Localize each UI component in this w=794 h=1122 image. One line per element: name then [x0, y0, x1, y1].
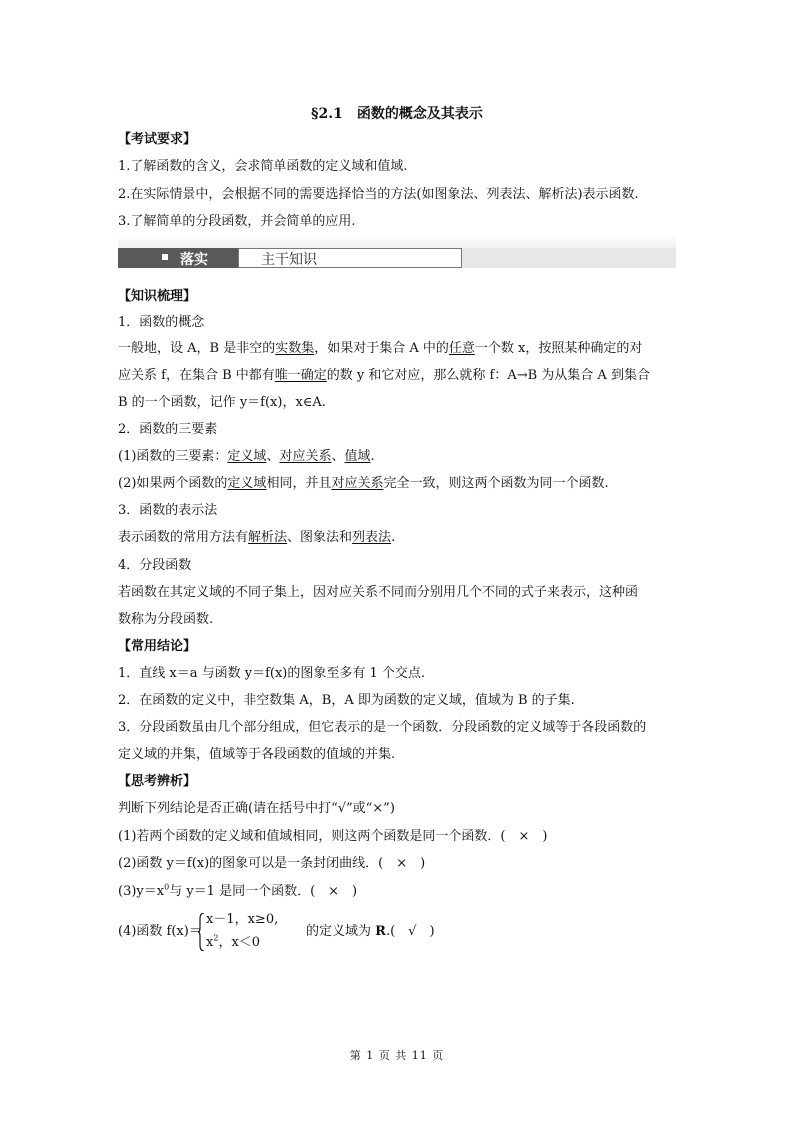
- judge-q4-prefix: (4)函数 f(x)＝: [118, 924, 202, 939]
- judge-q3: $(3)y=x^0$与 y＝1 是同一个函数．( × ): [118, 882, 358, 899]
- left-brace-icon: [198, 913, 204, 951]
- s3-title: 3．函数的表示法: [118, 503, 218, 518]
- underlined-term: 定义域: [227, 476, 267, 491]
- s4-line-1: 若函数在其定义域的不同子集上，因对应关系不同而分别用几个不同的式子来表示，这种函: [118, 585, 639, 600]
- exam-item-1: 1.了解函数的含义，会求简单函数的定义域和值域.: [118, 159, 408, 174]
- exam-item-3: 3.了解简单的分段函数，并会简单的应用.: [118, 214, 356, 229]
- judge-q4-suffix: 的定义域为 R.( √ ): [306, 924, 435, 939]
- conclusion-3-line-1: 3．分段函数虽由几个部分组成，但它表示的是一个函数．分段函数的定义域等于各段函数的: [118, 720, 647, 735]
- underlined-term: 任意: [448, 341, 475, 356]
- exam-requirements-heading: 【考试要求】: [118, 132, 197, 147]
- underlined-term: 对应关系: [331, 476, 384, 491]
- knowledge-heading: 【知识梳理】: [118, 289, 197, 304]
- judge-heading: 【思考辨析】: [118, 774, 197, 789]
- s1-line-2: 应关系 f，在集合 B 中都有唯一确定的数 y 和它对应，那么就称 f：A→B 为从集合 A 到集合: [118, 368, 650, 383]
- s1-line-3: B 的一个函数，记作 y＝f(x)，x∈A.: [118, 395, 326, 410]
- underlined-term: 解析法: [248, 530, 288, 545]
- underlined-term: 对应关系: [279, 449, 332, 464]
- banner-dark-tab: [118, 248, 238, 268]
- page-footer: 第 1 页 共 11 页: [349, 1049, 445, 1062]
- s4-title: 4．分段函数: [118, 558, 192, 573]
- judge-q4-case-2: $x^2$，x＜0: [206, 933, 261, 950]
- s4-line-2: 数称为分段函数.: [118, 612, 214, 627]
- underlined-term: 唯一确定: [274, 368, 327, 383]
- judge-intro: 判断下列结论是否正确(请在括号中打“√”或“×”): [118, 801, 395, 816]
- page-title: §2.1 函数的概念及其表示: [311, 106, 483, 122]
- s2-line-1: (1)函数的三要素：定义域、对应关系、值域.: [118, 449, 375, 464]
- underlined-term: 列表法: [352, 530, 392, 545]
- conclusion-3-line-2: 定义域的并集，值域等于各段函数的值域的并集.: [118, 747, 396, 762]
- s1-title: 1．函数的概念: [118, 315, 205, 330]
- judge-q1: (1)若两个函数的定义域和值域相同，则这两个函数是同一个函数．( × ): [118, 829, 548, 844]
- banner-right-label: 主干知识: [261, 252, 317, 268]
- underlined-term: 值域: [344, 449, 371, 464]
- judge-q2: (2)函数 y＝f(x)的图象可以是一条封闭曲线．( × ): [118, 856, 426, 871]
- banner-left-label: 落实: [180, 252, 208, 268]
- s2-title: 2．函数的三要素: [118, 422, 218, 437]
- underlined-term: 定义域: [227, 449, 267, 464]
- banner-light-tab: [238, 248, 462, 268]
- conclusion-1: 1．直线 x＝a 与函数 y＝f(x)的图象至多有 1 个交点.: [118, 666, 426, 681]
- s3-line-1: 表示函数的常用方法有解析法、图象法和列表法.: [118, 530, 396, 545]
- judge-q4-case-1: x－1，x≥0,: [206, 912, 279, 927]
- square-bullet-icon: [162, 254, 168, 260]
- s2-line-2: (2)如果两个函数的定义域相同，并且对应关系完全一致，则这两个函数为同一个函数.: [118, 476, 609, 491]
- s1-line-1: 一般地，设 A，B 是非空的实数集，如果对于集合 A 中的任意一个数 x，按照某种确定的对: [118, 341, 643, 356]
- conclusions-heading: 【常用结论】: [118, 639, 197, 654]
- underlined-term: 实数集: [275, 341, 315, 356]
- conclusion-2: 2．在函数的定义中，非空数集 A，B，A 即为函数的定义域，值域为 B 的子集.: [118, 693, 575, 708]
- exam-item-2: 2.在实际情景中，会根据不同的需要选择恰当的方法(如图象法、列表法、解析法)表示函数.: [118, 187, 639, 202]
- section-banner: [118, 234, 676, 268]
